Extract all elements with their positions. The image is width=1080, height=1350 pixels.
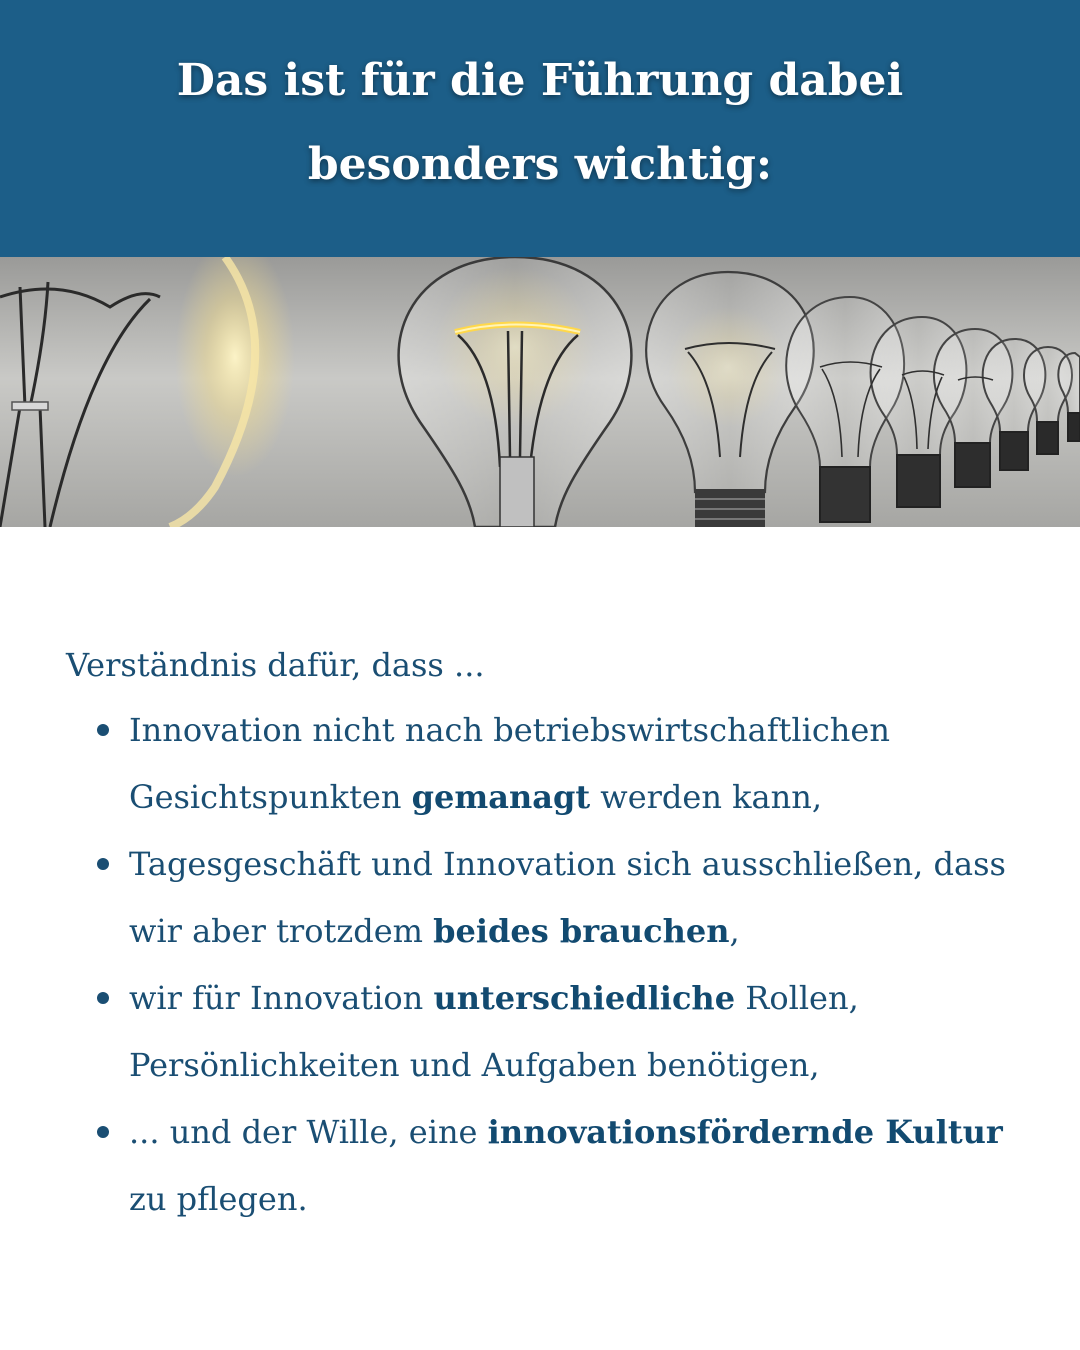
list-item: Innovation nicht nach betriebswirtschaftlichen Gesichtspunkten gemanagt werden kann, [66,697,1026,831]
list-item: wir für Innovation unterschiedliche Rollen, Persönlichkeiten und Aufgaben benötigen, [66,965,1026,1099]
main-content [66,636,1026,1233]
list-item: ... und der Wille, eine innovationsfördernde Kultur zu pflegen. [66,1099,1026,1233]
list-item: Tagesgeschäft und Innovation sich ausschließen, dass wir aber trotzdem beides brauchen, [66,831,1026,965]
page-title: Das ist für die Führung dabei besonders wichtig: [176,54,904,190]
hero-image-light-bulbs [0,257,1080,527]
intro-text: Verständnis dafür, dass ... [66,646,485,684]
header-banner [0,0,1080,257]
bullet-list [66,697,1026,1233]
